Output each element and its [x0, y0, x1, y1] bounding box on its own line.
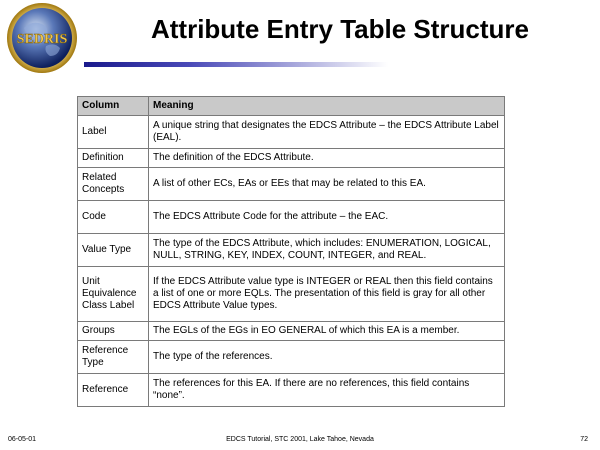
table-row — [78, 116, 505, 149]
row-definition-column: Definition — [78, 149, 149, 168]
table-row — [78, 168, 505, 201]
header-meaning: Meaning — [149, 97, 505, 116]
footer-event: EDCS Tutorial, STC 2001, Lake Tahoe, Nevada — [226, 436, 374, 443]
table-row — [78, 267, 505, 322]
row-code-meaning: The EDCS Attribute Code for the attribute – the EAC. — [149, 201, 505, 234]
row-groups-column: Groups — [78, 322, 149, 341]
table-row — [78, 234, 505, 267]
row-reference-type-meaning: The type of the references. — [149, 341, 505, 374]
title-underline — [84, 62, 388, 67]
table-header-row — [78, 97, 505, 116]
sedris-logo — [6, 2, 78, 74]
row-value-type-meaning: The type of the EDCS Attribute, which includes: ENUMERATION, LOGICAL, NULL, STRING, KEY, INDEX, COUNT, INTEGER, and REAL. — [149, 234, 505, 267]
row-groups-meaning: The EGLs of the EGs in EO GENERAL of which this EA is a member. — [149, 322, 505, 341]
table-row — [78, 149, 505, 168]
row-unit-equivalence-meaning: If the EDCS Attribute value type is INTEGER or REAL then this field contains a list of one or more EQLs. The presentation of this field is gray for all other EDCS Attribute Value types. — [149, 267, 505, 322]
row-unit-equivalence-column: Unit Equivalence Class Label — [78, 267, 149, 322]
footer-date: 06-05-01 — [8, 436, 37, 443]
row-reference-type-column: Reference Type — [78, 341, 149, 374]
row-definition-meaning: The definition of the EDCS Attribute. — [149, 149, 505, 168]
row-reference-column: Reference — [78, 374, 149, 407]
footer-page-number: 72 — [580, 436, 588, 443]
table-row — [78, 374, 505, 407]
slide-title: Attribute Entry Table Structure — [150, 14, 529, 44]
row-reference-meaning: The references for this EA. If there are no references, this field contains “none”. — [149, 374, 505, 407]
logo-text: SEDRIS — [16, 32, 68, 47]
attribute-entry-table — [77, 96, 505, 407]
header-column: Column — [78, 97, 149, 116]
row-label-meaning: A unique string that designates the EDCS Attribute – the EDCS Attribute Label (EAL). — [149, 116, 505, 149]
table-row — [78, 322, 505, 341]
row-label-column: Label — [78, 116, 149, 149]
row-related-concepts-meaning: A list of other ECs, EAs or EEs that may be related to this EA. — [149, 168, 505, 201]
table-row — [78, 341, 505, 374]
row-related-concepts-column: Related Concepts — [78, 168, 149, 201]
table-row — [78, 201, 505, 234]
row-code-column: Code — [78, 201, 149, 234]
row-value-type-column: Value Type — [78, 234, 149, 267]
